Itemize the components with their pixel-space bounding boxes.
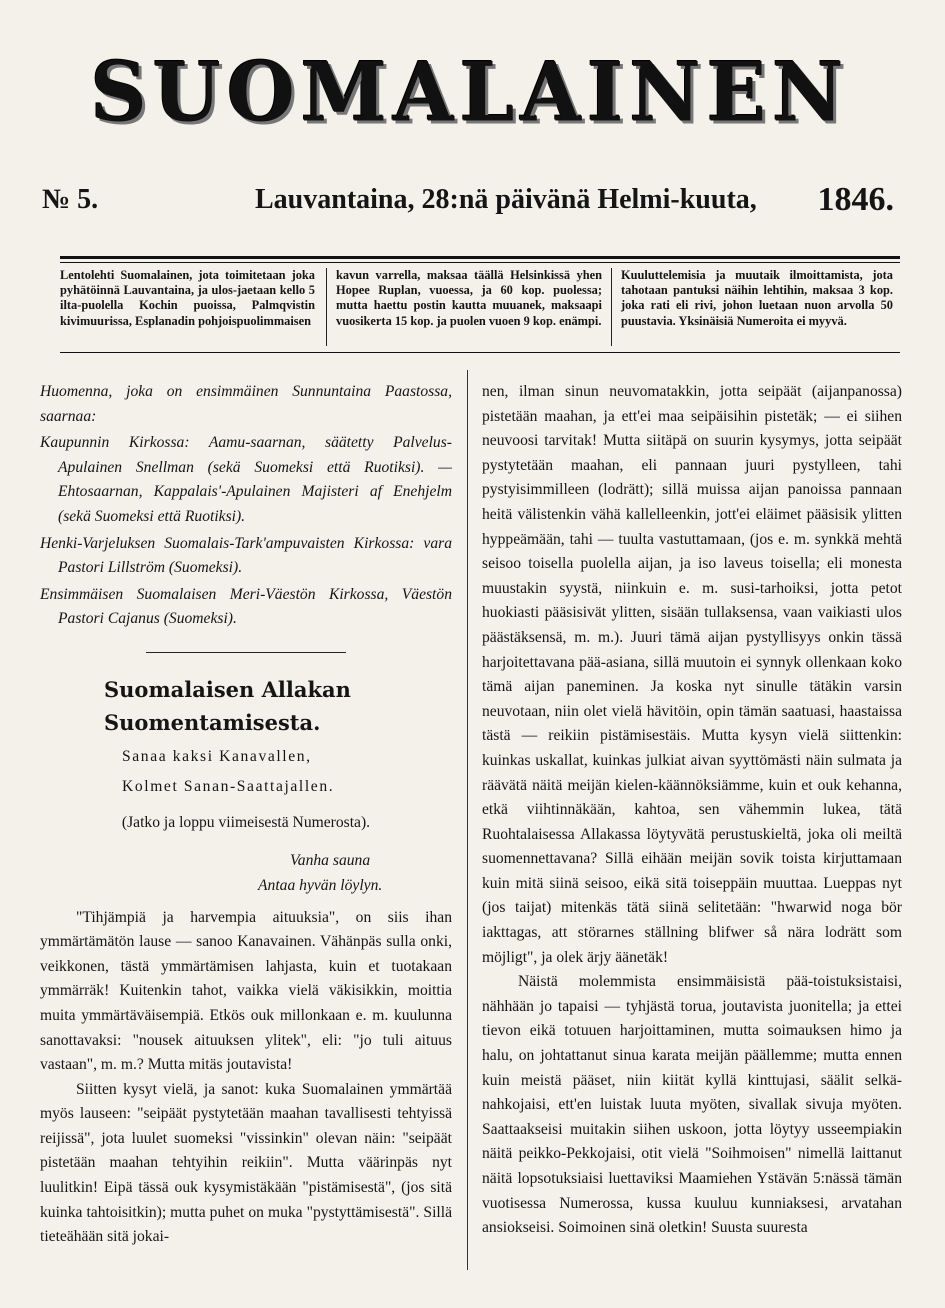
notice-intro: Huomenna, joka on ensimmäinen Sunnuntaina Paastossa, saarnaa:	[40, 383, 452, 425]
section-separator	[146, 652, 346, 653]
header-rule-top	[60, 256, 900, 259]
article-title-line-1: Suomalaisen Allakan	[104, 676, 351, 702]
issue-year: 1846.	[817, 181, 894, 218]
article-title-line-2: Suomentamisesta.	[104, 709, 321, 735]
article-paragraph: nen, ilman sinun neuvomatakkin, jotta seipäät (aijanpanossa) pistetään maahan, ja ett'ei maa seipäisihin pistetäk; — ei siihen neuvoosi tarvitak! Mutta siitäpä on suurin kysymys, jotta seipäät pystytetään maahan, eli pannaan juuri pystylleen, tahi pystyisimmilleen (lodrätt); sillä muissa aijan panoissa pannaan heitä välistenkin vähä kallelleenkin, jott'ei eläimet pääsisik ylitten hyppeämään, tahi — tuulta vastuttamaan, (jos e. m. synkkä mehtä seisoo toisella puolella aijan, ja iso laveus toisella; eli monesta muustakin syystä, niinkuin e. m. susi-tarhoiksi, jotta petot huokiasti pääsisivät ylitten, sisään tullaksensa, vaan vaikiasti ulos päästäksensä, m. m.). Juuri tämä aijan pystyllisyys onkin tässä harjoitettavana pää-asiana, sillä muutoin ei synnyk ollenkaan koko tämä aijan paneminen. Ja koska nyt sinulle tätäkin varsin neuvotaan, niin olet vielä hävitöin, opin tämän saatuasi, haastaissa tästä — reikiin pistämisestäis. Mutta kysyn vielä siittenkin: kuinkas uskallat, kuinkas julkiat aivan syyttömästi näin sulmata ja räävätä näitä meijän kielen-käännöksiämme, kuin et ouk kehanna, etkä viihtinnäkään, kahtoa, sen vähemmin lukea, tätä Ruohtalaisessa Allakassa löytyvätä perustuskieltä, joka oli meiltä suomennettavana? Sillä eihään meijän sovik toista kirjuttamaan kuin mitä siinä seisoo, eikä sitä toiseppäin muuttaa. Lueppas nyt (jos taijat) mitenkäs tätä siinä selitetään: "hwarwid noga bör iakttagas, att störarnes ställning blifwer så nära lodrätt som möjligt", ja olek ärjy äänetäk!	[482, 383, 902, 966]
column-divider	[467, 370, 468, 1270]
article-continued-note: (Jatko ja loppu viimeisestä Numerosta).	[121, 813, 371, 831]
info-divider-1	[326, 268, 327, 346]
info-column-2: kavun varrella, maksaa täällä Helsinkissä yhen Hopee Ruplan, vuoessa, ja 60 kop. puolessa; mutta haettu postin kautta muuanek, maksaapi vuosikerta 15 kop. ja puolen vuoen 9 kop. enämpi.	[336, 268, 602, 328]
left-column	[40, 380, 452, 1250]
header-rule-top-thin	[60, 262, 900, 263]
article-subtitle-2: Kolmet Sanan-Saattajallen.	[122, 777, 335, 795]
article-paragraph: "Tihjämpiä ja harvempia aituuksia", on siis ihan ymmärtämätön lause — sanoo Kanavainen. Vähänpäs sulla onki, veikkonen, tästä ymmärtämisen lahjasta, kuin et tuotakaan ymmärräk! Kuitenkin tahot, vaikka vielä väkisikkin, moittia muita ymmärtäväisempiä. Etkös ouk millonkaan e. m. kuulunna sanottavaksi: "nousek aituuksen ylitek", eli: "jo tuli aituus vastaan", m. m.? Mutta mitäs joutavista!	[40, 908, 452, 1074]
info-column-3: Kuuluttelemisia ja muutaik ilmoittamista, jota tahotaan pantuksi näihin lehtihin, maksaa 3 kop. joka rati eli rivi, johon luetaan nuon arvolla 50 puustavia. Yksinäisiä Numeroita ei myyvä.	[621, 268, 893, 328]
issue-date: Lauvantaina, 28:nä päivänä Helmi-kuuta,	[255, 184, 757, 215]
notice-city-church: Kaupunnin Kirkossa: Aamu-saarnan, säätetty Palvelus-Apulainen Snellman (sekä Suomeksi että Ruotiksi). — Ehtosaarnan, Kappalais'-Apulainen Majisteri af Enehjelm (sekä Suomeksi että Ruotiksi).	[40, 434, 452, 525]
article-motto-line-2: Antaa hyvän löylyn.	[258, 876, 383, 894]
notice-guard-church: Henki-Varjeluksen Suomalais-Tark'ampuvaisten Kirkossa: vara Pastori Lillström (Suomeksi).	[40, 534, 452, 577]
masthead-title: SUOMALAINEN	[90, 44, 850, 141]
right-column	[482, 380, 902, 1241]
notice-navy-church: Ensimmäisen Suomalaisen Meri-Väestön Kirkossa, Väestön Pastori Cajanus (Suomeksi).	[40, 585, 452, 628]
article-body-left	[40, 906, 452, 1250]
dateline	[42, 180, 902, 220]
header-rule-bottom	[60, 352, 900, 353]
article-motto-line-1: Vanha sauna	[290, 851, 371, 869]
article-paragraph: Näistä molemmista ensimmäisistä pää-toistuksistaisi, nähhään jo tapaisi — tyhjästä torua, joutavista juonitella; ja ettei tievon eikä totuuen harjoittaminen, mutta soimauksen himo ja halu, on johtattanut sinua karata meijän päällemme; mutta ennen kuin meistä pääset, niin kiität kyllä kinttujasi, säälit selkä-nahkojaisi, ett'en luistak luuta myöten, sivallak sivuja myöten. Saattaakseisi muitakin siihen uskoon, jotta löytyy usseempiakin näitä peikko-Pekkojaisi, otit vielä "Soihmoisen" nimellä laittanut näitä lopsotuksiaisi luettaviksi Maamiehen Ystävän 5:nässä tämän vuotisessa Numerossa, kussa kuuluu kunniaksesi, arvatahan ansiokseisi. Soimoinen sinä oletkin! Suusta suuresta	[482, 973, 902, 1237]
article-paragraph: Siitten kysyt vielä, ja sanot: kuka Suomalainen ymmärtää myös lauseen: "seipäät pystytetään maahan tavallisesti tehtyissä reijissä", jota luulet suomeksi "vissinkin" olevan näin: "seipäät pistetään maahan tehtyihin reikiin". Mutta väärinpäs nyt luulitkin! Eipä tässä ouk kysymistäkään "pistämisestä", (jos sitä kuinka tahtoisitkin); mutta puhet on muka "pystyttämisestä". Sillä tieteähään sitä jokai-	[40, 1080, 452, 1246]
info-column-1: Lentolehti Suomalainen, jota toimitetaan joka pyhätöinnä Lauvantaina, ja ulos-jaetaan kello 5 ilta-puolella Kochin puoissa, Palmqvistin kivimuurissa, Esplanadin pohjoispuolimmaisen	[60, 268, 315, 328]
info-divider-2	[611, 268, 612, 346]
article-subtitle-1: Sanaa kaksi Kanavallen,	[122, 747, 312, 765]
issue-number: № 5.	[42, 184, 99, 215]
